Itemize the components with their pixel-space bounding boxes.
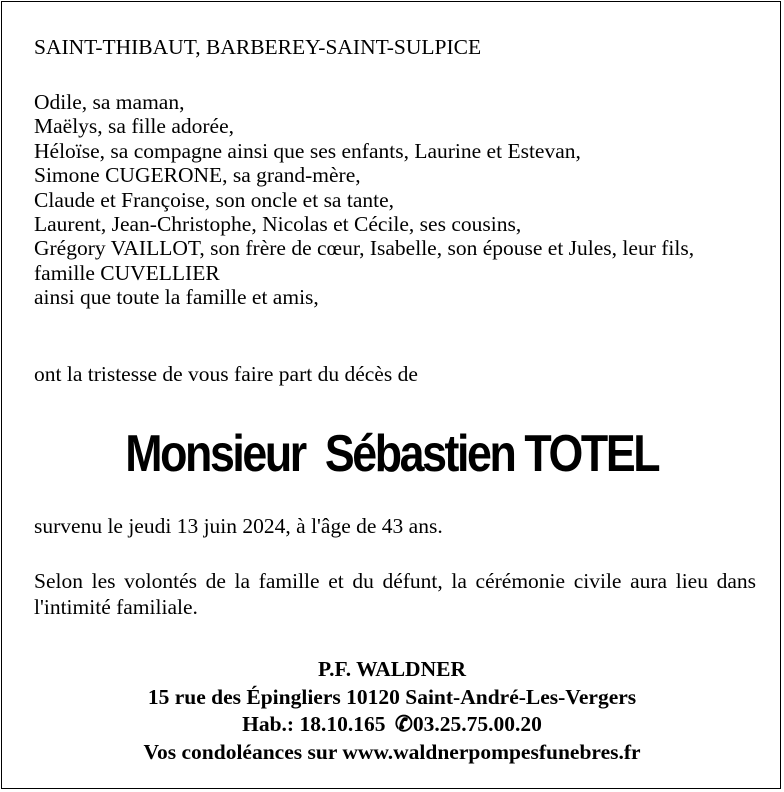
funeral-home-block	[2, 656, 782, 766]
funeral-home-address: 15 rue des Épingliers 10120 Saint-André-Les-Vergers	[147, 684, 637, 709]
family-line: ainsi que toute la famille et amis,	[34, 285, 319, 310]
deceased-name: Monsieur Sébastien TOTEL	[125, 425, 659, 483]
phone-icon: ✆	[394, 712, 413, 736]
family-line: Odile, sa maman,	[34, 90, 185, 114]
death-notice: survenu le jeudi 13 juin 2024, à l'âge de 43 ans.	[34, 514, 443, 538]
ceremony-text: Selon les volontés de la famille et du défunt, la cérémonie civile aura lieu dans l'intimité familiale.	[34, 569, 756, 619]
condolences-link[interactable]: Vos condoléances sur www.waldnerpompesfunebres.fr	[143, 739, 641, 764]
family-line: Grégory VAILLOT, son frère de cœur, Isabelle, son épouse et Jules, leur fils,	[34, 236, 695, 261]
family-line: Simone CUGERONE, sa grand-mère,	[34, 163, 361, 188]
announcement-text: ont la tristesse de vous faire part du décès de	[34, 362, 418, 386]
family-line: Claude et Françoise, son oncle et sa tante,	[34, 187, 395, 212]
phone-number: 03.25.75.00.20	[412, 712, 542, 736]
family-line: Maëlys, sa fille adorée,	[34, 114, 234, 139]
family-line: Héloïse, sa compagne ainsi que ses enfants, Laurine et Estevan,	[34, 138, 581, 163]
hab-number: Hab.: 18.10.165	[242, 712, 386, 736]
funeral-home-contact	[2, 711, 782, 739]
family-list	[34, 90, 756, 310]
funeral-home-name: P.F. WALDNER	[318, 657, 466, 681]
obituary-notice	[1, 1, 781, 789]
family-line: Laurent, Jean-Christophe, Nicolas et Cécile, ses cousins,	[34, 212, 522, 237]
family-line: famille CUVELLIER	[34, 260, 220, 285]
location-header: SAINT-THIBAUT, BARBEREY-SAINT-SULPICE	[34, 35, 482, 59]
